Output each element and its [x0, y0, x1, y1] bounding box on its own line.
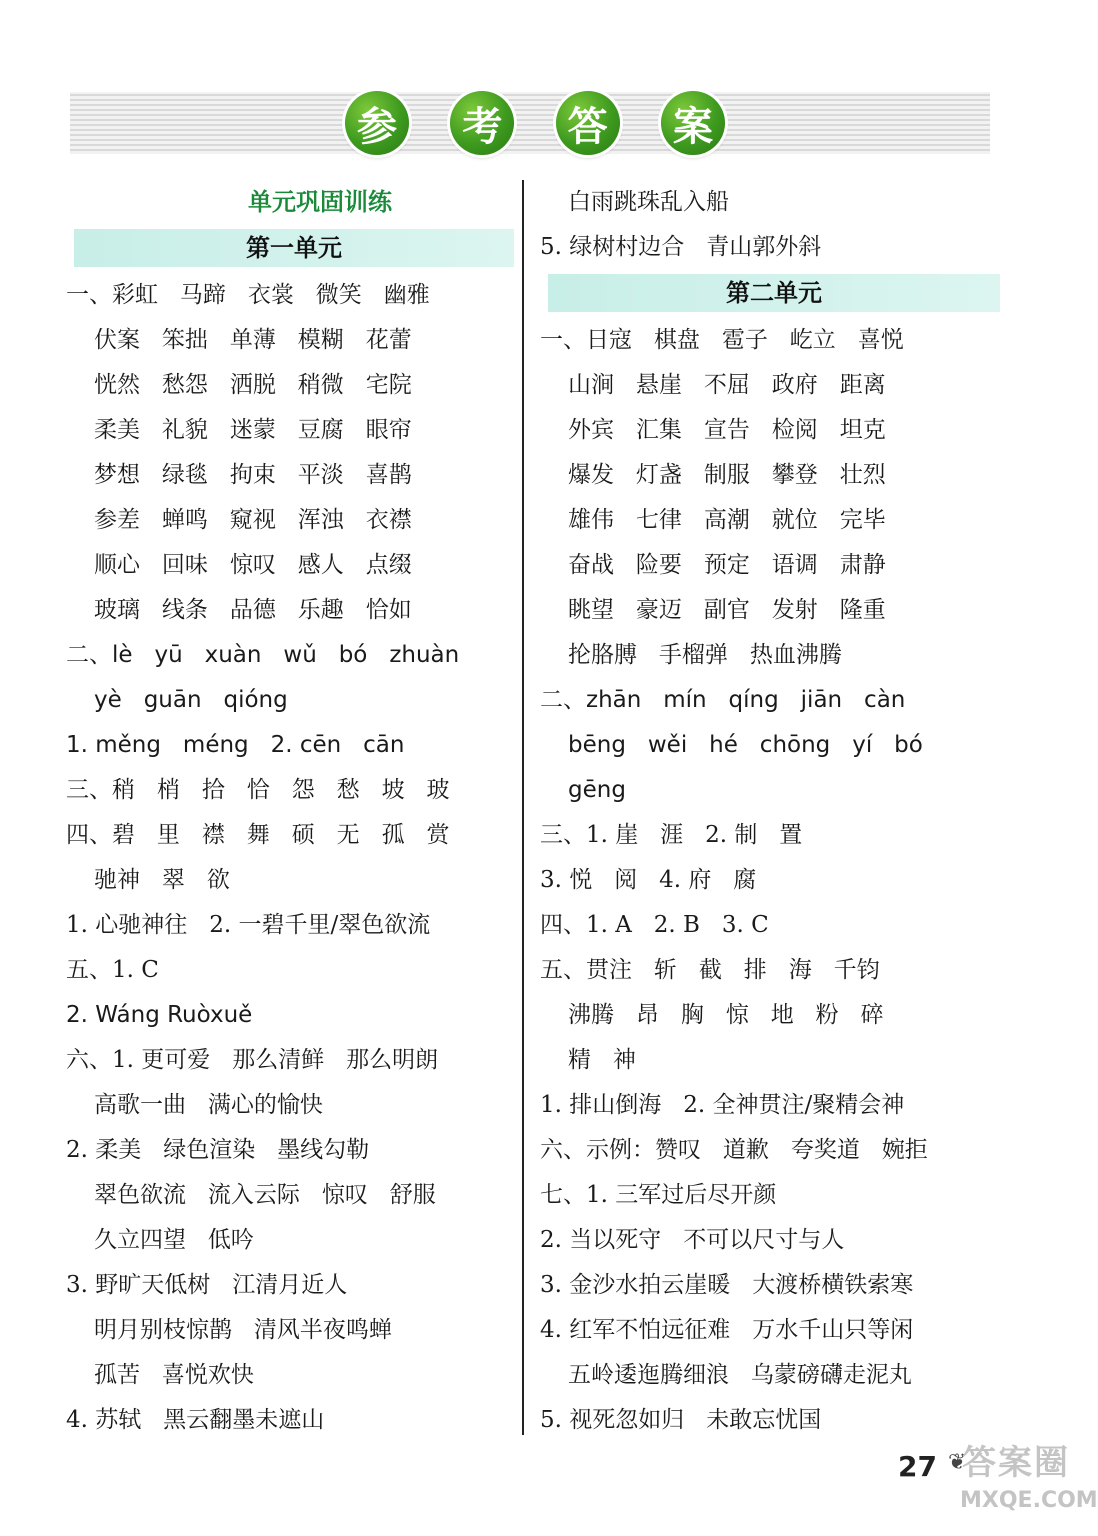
answer-line: 3. 悦 阅 4. 府 腐 [540, 867, 757, 893]
answer-line: 孤苦 喜悦欢快 [94, 1362, 254, 1388]
answer-line: 驰神 翠 欲 [94, 867, 230, 893]
answer-line: 久立四望 低吟 [94, 1227, 254, 1253]
answer-line: 恍然 愁怨 洒脱 稍微 宅院 [94, 372, 412, 398]
answer-line: 精 神 [568, 1047, 636, 1073]
leaf-icon: ❦ [948, 1450, 967, 1475]
title-char: 案 [661, 91, 725, 155]
answer-line: 三、稍 梢 拾 恰 怨 愁 坡 玻 [66, 777, 450, 803]
watermark-url: MXQE.COM [960, 1488, 1098, 1513]
answer-line: 六、示例：赞叹 道歉 夸奖道 婉拒 [540, 1137, 928, 1163]
watermark-logo [960, 1440, 1098, 1530]
answer-line: 五、1. C [66, 957, 159, 983]
answer-line: gēng [568, 777, 626, 803]
answer-line: bēng wěi hé chōng yí bó [568, 732, 923, 758]
answer-line: 白雨跳珠乱入船 [568, 189, 729, 215]
answer-line: 五、贯注 斩 截 排 海 千钧 [540, 957, 880, 983]
answer-line: 参差 蝉鸣 窥视 浑浊 衣襟 [94, 507, 412, 533]
answer-line: 二、zhān mín qíng jiān càn [540, 687, 906, 713]
right-column [540, 180, 1000, 1443]
answer-line: 1. 排山倒海 2. 全神贯注/聚精会神 [540, 1092, 905, 1118]
unit-title-2: 第二单元 [548, 274, 1000, 312]
answer-line: 抡胳膊 手榴弹 热血沸腾 [568, 642, 842, 668]
page-number: 27 [898, 1450, 937, 1483]
answer-line: 4. 苏轼 黑云翻墨未遮山 [66, 1407, 325, 1433]
answer-line: 顺心 回味 惊叹 感人 点缀 [94, 552, 412, 578]
answer-line: 奋战 险要 预定 语调 肃静 [568, 552, 886, 578]
answer-line: 2. 柔美 绿色渲染 墨线勾勒 [66, 1137, 370, 1163]
answer-line: 一、日寇 棋盘 雹子 屹立 喜悦 [540, 327, 904, 353]
title-char: 考 [450, 91, 514, 155]
section-title: 单元巩固训练 [248, 188, 392, 216]
answer-line: 六、1. 更可爱 那么清鲜 那么明朗 [66, 1047, 439, 1073]
answer-line: 一、彩虹 马蹄 衣裳 微笑 幽雅 [66, 282, 430, 308]
answer-line: 5. 视死忽如归 未敢忘忧国 [540, 1407, 822, 1433]
answer-line: 4. 红军不怕远征难 万水千山只等闲 [540, 1317, 914, 1343]
answer-line: yè guān qióng [94, 687, 288, 713]
answer-line: 雄伟 七律 高潮 就位 完毕 [568, 507, 886, 533]
answer-line: 四、1. A 2. B 3. C [540, 912, 769, 938]
unit1-answers [66, 273, 514, 1443]
answer-line: 翠色欲流 流入云际 惊叹 舒服 [94, 1182, 436, 1208]
answer-line: 1. 心驰神往 2. 一碧千里/翠色欲流 [66, 912, 431, 938]
watermark-text: 答案圈 [962, 1443, 1070, 1483]
answer-line: 爆发 灯盏 制服 攀登 壮烈 [568, 462, 886, 488]
answer-line: 3. 金沙水拍云崖暖 大渡桥横铁索寒 [540, 1272, 914, 1298]
answer-line: 沸腾 昂 胸 惊 地 粉 碎 [568, 1002, 884, 1028]
answer-line: 明月别枝惊鹊 清风半夜鸣蝉 [94, 1317, 392, 1343]
answer-line: 梦想 绿毯 拘束 平淡 喜鹊 [94, 462, 412, 488]
column-divider [522, 180, 524, 1435]
answer-line: 外宾 汇集 宣告 检阅 坦克 [568, 417, 886, 443]
answer-line: 三、1. 崖 涯 2. 制 置 [540, 822, 803, 848]
answer-line: 柔美 礼貌 迷蒙 豆腐 眼帘 [94, 417, 412, 443]
answer-line: 山涧 悬崖 不屈 政府 距离 [568, 372, 886, 398]
answer-line: 1. měng méng 2. cēn cān [66, 732, 405, 758]
title-char: 参 [345, 91, 409, 155]
answer-line: 玻璃 线条 品德 乐趣 恰如 [94, 597, 412, 623]
answer-line: 四、碧 里 襟 舞 硕 无 孤 赏 [66, 822, 450, 848]
answer-line: 伏案 笨拙 单薄 模糊 花蕾 [94, 327, 412, 353]
answer-line: 2. Wáng Ruòxuě [66, 1002, 253, 1028]
answer-line: 高歌一曲 满心的愉快 [94, 1092, 323, 1118]
answer-line: 3. 野旷天低树 江清月近人 [66, 1272, 348, 1298]
answer-line: 五岭逶迤腾细浪 乌蒙磅礴走泥丸 [568, 1362, 912, 1388]
answer-line: 2. 当以死守 不可以尺寸与人 [540, 1227, 845, 1253]
answer-line: 二、lè yū xuàn wǔ bó zhuàn [66, 642, 460, 668]
answer-line: 七、1. 三军过后尽开颜 [540, 1182, 777, 1208]
title-char: 答 [556, 91, 620, 155]
header-title [345, 92, 725, 154]
left-column [66, 180, 514, 1443]
unit-title-1: 第一单元 [74, 229, 514, 267]
unit2-answers [540, 318, 1000, 1443]
unit1-answers-continued [540, 180, 1000, 270]
answer-line: 眺望 豪迈 副官 发射 隆重 [568, 597, 886, 623]
answer-line: 5. 绿树村边合 青山郭外斜 [540, 234, 822, 260]
